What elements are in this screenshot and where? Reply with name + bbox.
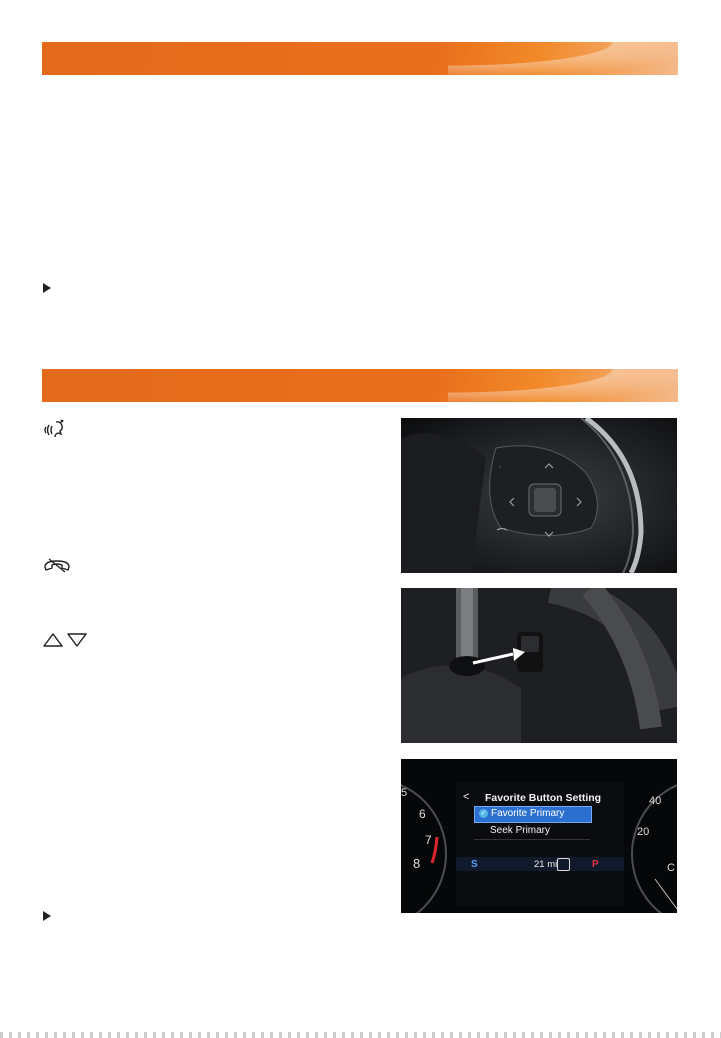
gauge-label: 20 — [637, 826, 650, 838]
menu-item-selected[interactable] — [474, 806, 592, 823]
gauge-label: 6 — [419, 807, 426, 821]
gear-indicator: S — [471, 859, 478, 870]
gauge-dials — [401, 759, 677, 913]
cluster-display-photo — [401, 759, 677, 913]
menu-divider — [474, 839, 590, 840]
favorite-button-location-photo — [401, 588, 677, 743]
back-icon[interactable]: < — [463, 791, 470, 803]
steering-wheel-controls-photo — [401, 418, 677, 573]
menu-item-label[interactable]: Seek Primary — [490, 825, 551, 836]
voice-command-icon — [42, 418, 68, 438]
range-icon — [557, 858, 570, 871]
gauge-label: 40 — [649, 795, 662, 807]
menu-item-label: Favorite Primary — [491, 808, 565, 819]
menu-title: Favorite Button Setting — [485, 792, 602, 804]
end-call-icon — [42, 557, 72, 573]
gauge-label: 8 — [413, 856, 421, 871]
section-banner — [42, 42, 678, 75]
svg-text:·: · — [499, 463, 502, 472]
park-indicator: P — [592, 859, 599, 870]
section-banner — [42, 369, 678, 402]
check-circle-icon: ✓ — [480, 810, 487, 817]
play-triangle-icon — [43, 283, 51, 293]
play-triangle-icon — [43, 911, 51, 921]
print-margin-marks — [0, 1032, 721, 1038]
gauge-label: C — [667, 862, 675, 874]
range-readout: 21 mi — [534, 859, 558, 870]
gauge-label: 7 — [425, 833, 432, 847]
gauge-label: 5 — [401, 787, 408, 799]
up-down-arrows-icon — [42, 632, 92, 648]
